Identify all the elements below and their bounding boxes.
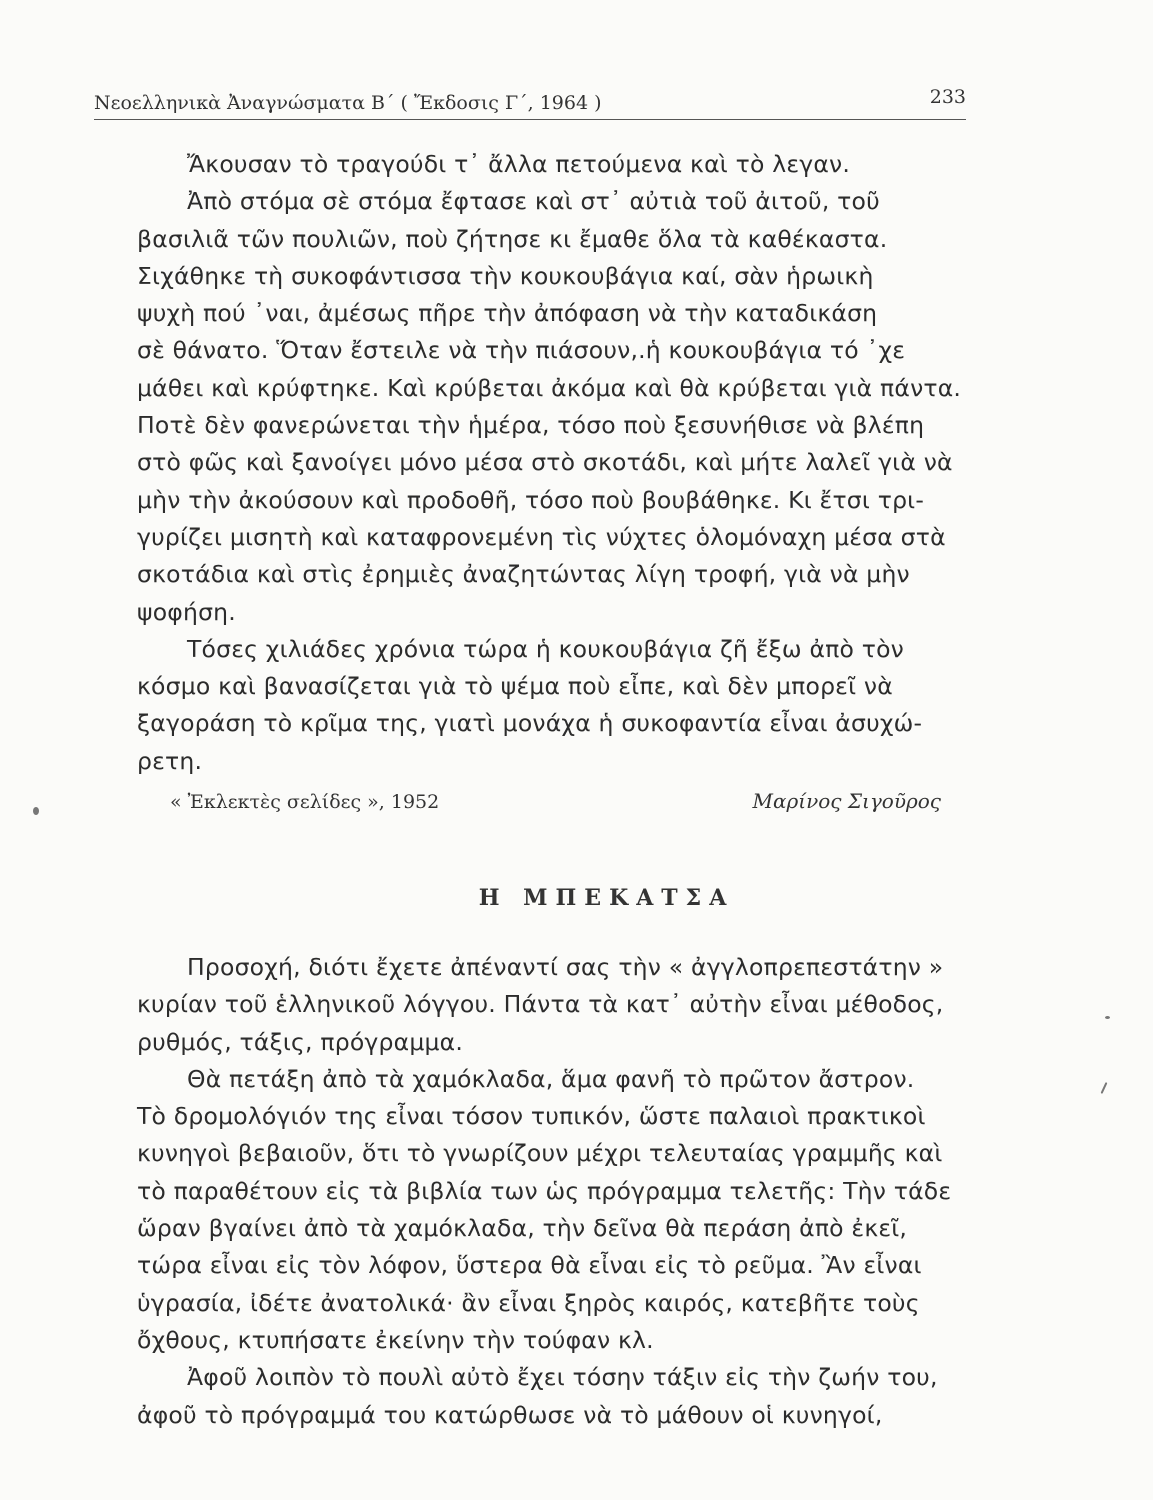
text-line: Ἀφοῦ λοιπὸν τὸ πουλὶ αὐτὸ ἔχει τόσην τάξιν εἰς τὴν ζωήν του, [187,1363,938,1392]
text-line: κυνηγοὶ βεβαιοῦν, ὅτι τὸ γνωρίζουν μέχρι τελευταίας γραμμῆς καὶ [137,1139,943,1168]
text-line: σκοτάδια καὶ στὶς ἐρημιὲς ἀναζητώντας λίγη τροφή, γιὰ νὰ μὴν [137,560,910,589]
woodcock-passage [137,949,977,1434]
text-line: στὸ φῶς καὶ ξανοίγει μόνο μέσα στὸ σκοτάδι, καὶ μήτε λαλεῖ γιὰ νὰ [137,448,953,477]
text-line: ξαγοράση τὸ κρῖμα της, γιατὶ μονάχα ἡ συκοφαντία εἶναι ἀσυχώ- [137,709,923,738]
page-header [94,86,966,116]
text-line: ψοφήση. [137,597,236,626]
text-line: κυρίαν τοῦ ἑλληνικοῦ λόγγου. Πάντα τὰ κατ᾽ αὐτὴν εἶναι μέθοδος, [137,990,944,1019]
text-line: Τόσες χιλιάδες χρόνια τώρα ἡ κουκουβάγια ζῆ ἔξω ἀπὸ τὸν [187,634,904,663]
text-line: Ἄκουσαν τὸ τραγούδι τ᾽ ἄλλα πετούμενα καὶ τὸ λεγαν. [187,150,851,178]
text-line: μὴν τὴν ἀκούσουν καὶ προδοθῆ, τόσο ποὺ βουβάθηκε. Κι ἔτσι τρι- [137,485,925,514]
scan-speck [1105,1016,1110,1019]
scan-speck [1101,1082,1108,1094]
text-line: ὥραν βγαίνει ἀπὸ τὰ χαμόκλαδα, τὴν δεῖνα θὰ περάση ἀπὸ ἐκεῖ, [137,1214,908,1243]
text-line: κόσμο καὶ βανασίζεται γιὰ τὸ ψέμα ποὺ εἶπε, καὶ δὲν μπορεῖ νὰ [137,672,893,701]
text-line: ὄχθους, κτυπήσατε ἐκείνην τὴν τούφαν κλ. [137,1325,654,1354]
text-line: ἀφοῦ τὸ πρόγραμμά του κατώρθωσε νὰ τὸ μάθουν οἱ κυνηγοί, [137,1400,883,1429]
text-line: Ποτὲ δὲν φανερώνεται τὴν ἡμέρα, τόσο ποὺ ξεσυνήθισε νὰ βλέπη [137,411,925,440]
text-line: τώρα εἶναι εἰς τὸν λόφον, ὕστερα θὰ εἶναι εἰς τὸ ρεῦμα. Ἂν εἶναι [137,1251,922,1280]
text-line: Σιχάθηκε τὴ συκοφάντισσα τὴν κουκουβάγια καί, σὰν ἡρωικὴ [137,261,874,290]
header-rule [94,119,966,120]
owl-passage [137,146,977,780]
source-citation: « Ἐκλεκτὲς σελίδες », 1952 [170,791,440,813]
author-name: Μαρίνος Σιγοῦρος [752,789,941,813]
text-line: Τὸ δρομολόγιόν της εἶναι τόσον τυπικόν, ὥστε παλαιοὶ πρακτικοὶ [137,1102,926,1131]
scan-speck [33,807,39,815]
text-line: γυρίζει μισητὴ καὶ καταφρονεμένη τὶς νύχτες ὁλομόναχη μέσα στὰ [137,522,946,551]
running-title: Νεοελληνικὰ Ἀναγνώσματα Β΄ ( Ἔκδοσις Γ΄, 1964 ) [94,92,602,114]
text-line: ρετη. [137,746,203,775]
text-line: ψυχὴ πού ᾽ναι, ἀμέσως πῆρε τὴν ἀπόφαση νὰ τὴν καταδικάση [137,299,878,328]
text-line: Προσοχή, διότι ἔχετε ἀπέναντί σας τὴν « ἀγγλοπρεπεστάτην » [187,953,944,981]
text-line: Ἀπὸ στόμα σὲ στόμα ἔφτασε καὶ στ᾽ αὐτιὰ τοῦ ἀιτοῦ, τοῦ [187,187,880,216]
text-line: σὲ θάνατο. Ὅταν ἔστειλε νὰ τὴν πιάσουν,.ἡ κουκουβάγια τό ᾽χε [137,336,906,365]
text-line: μάθει καὶ κρύφτηκε. Καὶ κρύβεται ἀκόμα καὶ θὰ κρύβεται γιὰ πάντα. [137,373,962,402]
page-number: 233 [929,86,966,108]
text-line: ὑγρασία, ἰδέτε ἀνατολικά· ἂν εἶναι ξηρὸς καιρός, κατεβῆτε τοὺς [137,1288,920,1317]
text-line: βασιλιᾶ τῶν πουλιῶν, ποὺ ζήτησε κι ἔμαθε ὅλα τὰ καθέκαστα. [137,224,888,253]
text-line: τὸ παραθέτουν εἰς τὰ βιβλία των ὡς πρόγραμμα τελετῆς: Τὴν τάδε [137,1176,952,1205]
text-line: Θὰ πετάξη ἀπὸ τὰ χαμόκλαδα, ἅμα φανῆ τὸ πρῶτον ἄστρον. [187,1064,915,1093]
text-line: ρυθμός, τάξις, πρόγραμμα. [137,1027,464,1056]
section-title: Η ΜΠΕΚΑΤΣΑ [478,885,735,911]
